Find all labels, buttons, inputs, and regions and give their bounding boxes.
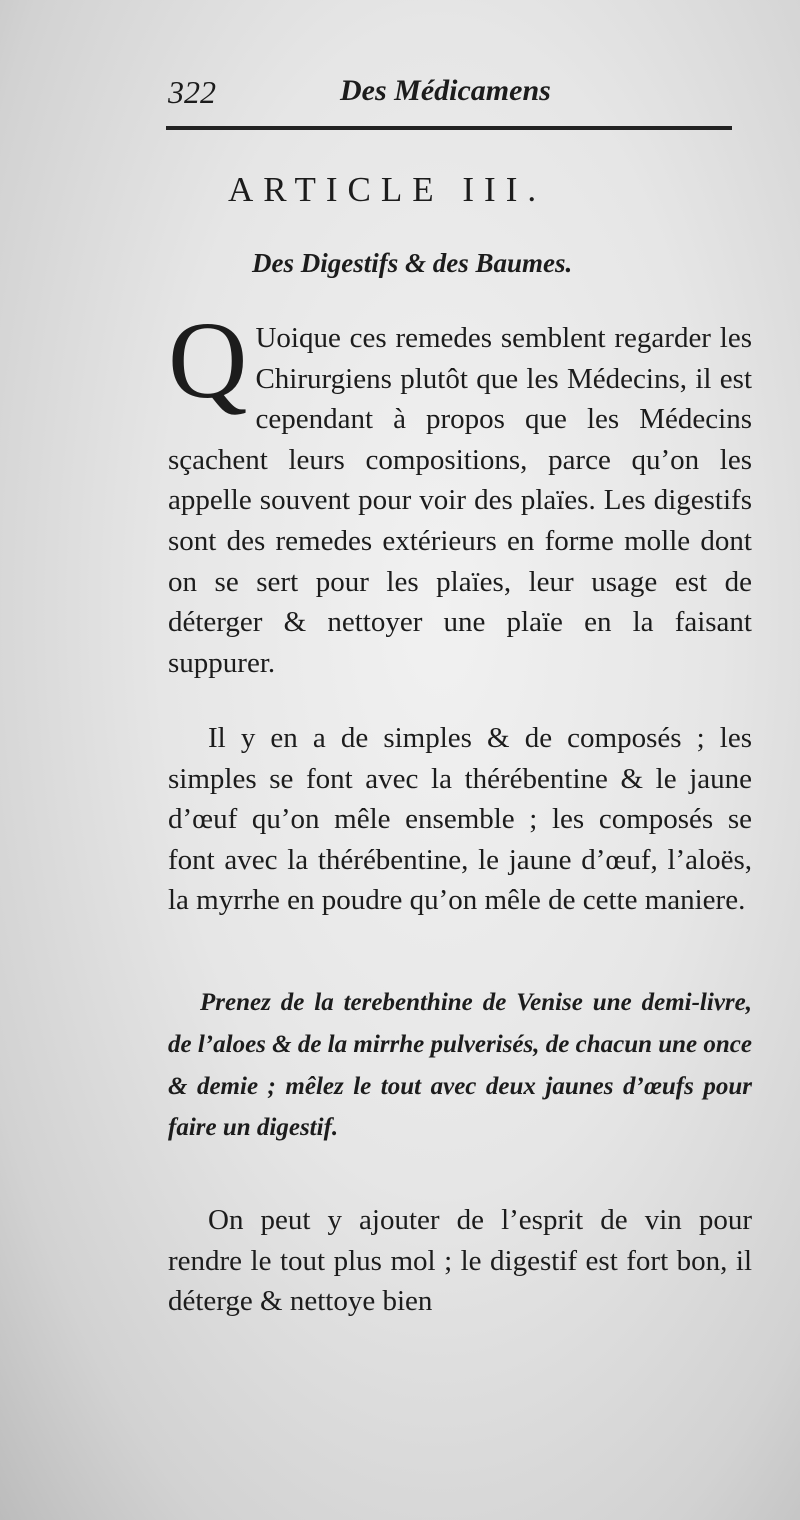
- paragraph-simples-composes: [168, 718, 752, 921]
- header-rule: [166, 126, 732, 130]
- recipe-text: Prenez de la terebenthine de Venise une demi-livre, de l’aloes & de la mirrhe pulverisés, de chacun une once & demie ; mêlez le tout avec deux jaunes d’œufs pour faire un digestif.: [168, 989, 752, 1142]
- running-head: [168, 74, 738, 114]
- intro-paragraph: [168, 299, 752, 683]
- intro-text: Uoique ces remedes semblent regarder les Chirurgiens plutôt que les Médecins, il est cependant à propos que les Médecins sçachent leurs compositions, parce qu’on les appelle souvent pour voir des plaïes. Les digestifs sont des remedes extérieurs en forme molle dont on se sert pour les plaïes, leur usage est de déterger & nettoyer une plaïe en la faisant suppurer.: [168, 322, 752, 679]
- paragraph-3-text: On peut y ajouter de l’esprit de vin pour rendre le tout plus mol ; le digestif est fort bon, il déterge & nettoye bien: [168, 1204, 752, 1318]
- page-number: 322: [168, 74, 216, 110]
- article-heading: ARTICLE III.: [228, 170, 547, 209]
- paragraph-2-text: Il y en a de simples & de composés ; les simples se font avec la thérébentine & le jaune d’œuf qu’on mêle ensemble ; les composés se font avec la thérébentine, le jaune d’œuf, l’aloës, la myrrhe en poudre qu’on mêle de cette maniere.: [168, 722, 752, 917]
- section-title: Des Digestifs & des Baumes.: [252, 248, 573, 278]
- paragraph-esprit-de-vin: [168, 1200, 752, 1322]
- running-title: Des Médicamens: [340, 74, 551, 107]
- drop-cap: Q: [168, 299, 248, 421]
- recipe-paragraph: [168, 982, 752, 1149]
